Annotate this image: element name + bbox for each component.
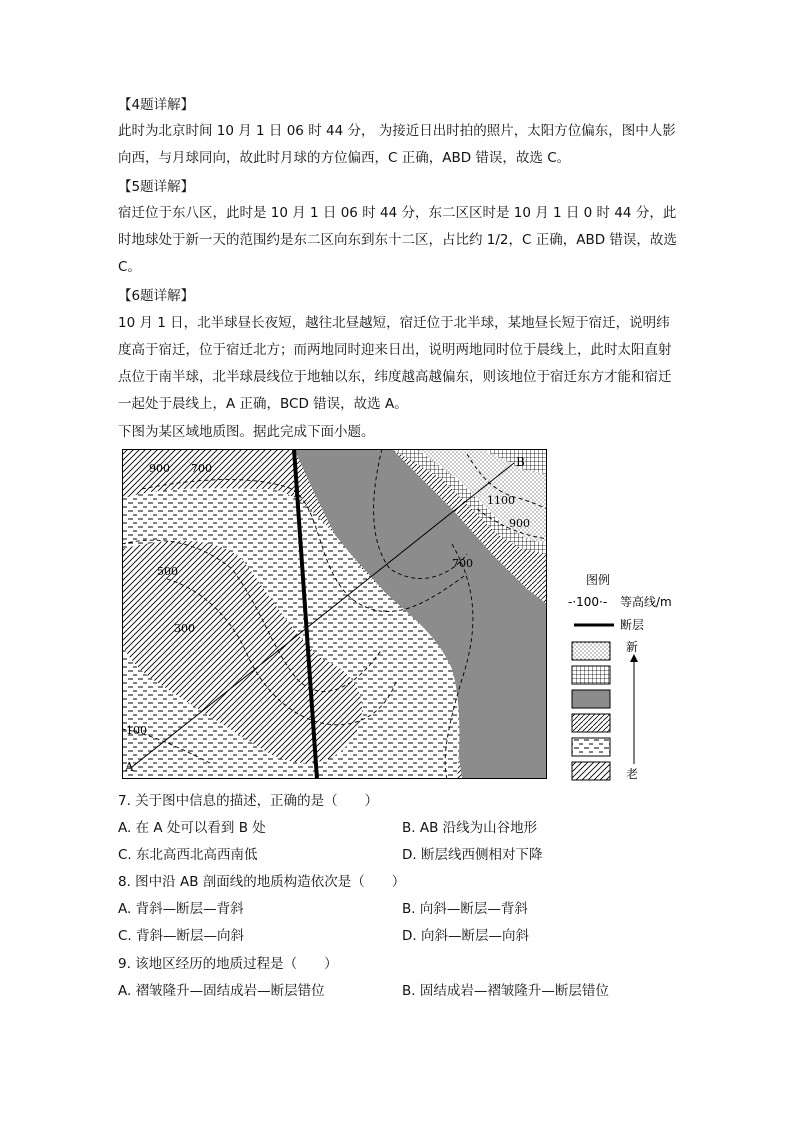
contour-label-700-w: 700 (191, 462, 212, 475)
legend-fault-label: 断层 (620, 618, 645, 632)
question-8-option-b[interactable]: B. 向斜—断层—背斜 (402, 901, 528, 917)
legend-contour-sample: -·100·- (568, 595, 608, 609)
legend-swatch-grid (572, 666, 610, 684)
explanation-4-text: 此时为北京时间 10 月 1 日 06 时 44 分， 为接近日出时拍的照片，太阳方位偏东，图中人影向西，与月球同向，故此时月球的方位偏西，C 正确，ABD 错误，故选 C。 (118, 123, 676, 166)
explanation-6-text: 10 月 1 日，北半球昼长夜短，越往北昼越短，宿迁位于北半球，某地昼长短于宿迁，说明纬度高于宿迁，位于宿迁北方；而两地同时迎来日出，说明两地同时位于晨线上，此时太阳直射点位于南半球，北半球晨线位于地轴以东，纬度越高越偏东，则该地位于宿迁东方才能和宿迁一起处于晨线上，A 正确，BCD 错误，故选 A。 (118, 315, 672, 412)
map-legend (568, 566, 698, 786)
contour-label-900-w: 900 (149, 462, 170, 475)
legend-swatch-dotted (572, 642, 610, 660)
legend-swatch-fine-diagonal (572, 714, 610, 732)
question-9-stem: 9. 该地区经历的地质过程是（ ） (118, 956, 338, 972)
legend-contour-label: 等高线/m (620, 595, 672, 609)
question-7-stem: 7. 关于图中信息的描述，正确的是（ ） (118, 793, 379, 809)
contour-label-300: 300 (174, 622, 195, 635)
legend-new-label: 新 (626, 640, 639, 654)
question-7-option-a[interactable]: A. 在 A 处可以看到 B 处 (118, 820, 266, 836)
contour-label-700-e: 700 (452, 557, 473, 570)
legend-swatch-grey (572, 690, 610, 708)
question-7-option-b[interactable]: B. AB 沿线为山谷地形 (402, 820, 538, 836)
contour-label-1100: 1100 (487, 494, 515, 507)
question-9-option-b[interactable]: B. 固结成岩—褶皱隆升—断层错位 (402, 983, 609, 999)
point-a-label: A (125, 760, 134, 774)
contour-label-100: 100 (126, 724, 147, 737)
legend-swatch-dashed (572, 738, 610, 756)
question-9-option-a[interactable]: A. 褶皱隆升—固结成岩—断层错位 (118, 983, 325, 999)
explanation-5-text: 宿迁位于东八区，此时是 10 月 1 日 06 时 44 分，东二区区时是 10 月 1 日 0 时 44 分，此时地球处于新一天的范围约是东二区向东到东十二区，占比约 1/2，C 正确，ABD 错误，故选 C。 (118, 205, 677, 275)
geological-map (122, 449, 547, 779)
legend-old-label: 老 (626, 767, 639, 781)
explanation-4-tag: 【4题详解】 (118, 97, 195, 113)
explanation-5-tag: 【5题详解】 (118, 179, 195, 195)
question-7-option-d[interactable]: D. 断层线西侧相对下降 (402, 847, 543, 863)
question-8-option-d[interactable]: D. 向斜—断层—向斜 (402, 928, 529, 944)
contour-label-500: 500 (157, 565, 178, 578)
map-intro: 下图为某区域地质图。据此完成下面小题。 (118, 424, 375, 440)
question-8-option-c[interactable]: C. 背斜—断层—向斜 (118, 928, 245, 944)
point-b-label: B (516, 455, 525, 469)
legend-swatch-diagonal (572, 762, 610, 780)
explanation-6-tag: 【6题详解】 (118, 288, 195, 304)
legend-title: 图例 (586, 573, 611, 587)
question-7-option-c[interactable]: C. 东北高西北高西南低 (118, 847, 258, 863)
question-8-stem: 8. 图中沿 AB 剖面线的地质构造依次是（ ） (118, 874, 406, 890)
question-8-option-a[interactable]: A. 背斜—断层—背斜 (118, 901, 244, 917)
contour-label-900-e: 900 (509, 517, 530, 530)
